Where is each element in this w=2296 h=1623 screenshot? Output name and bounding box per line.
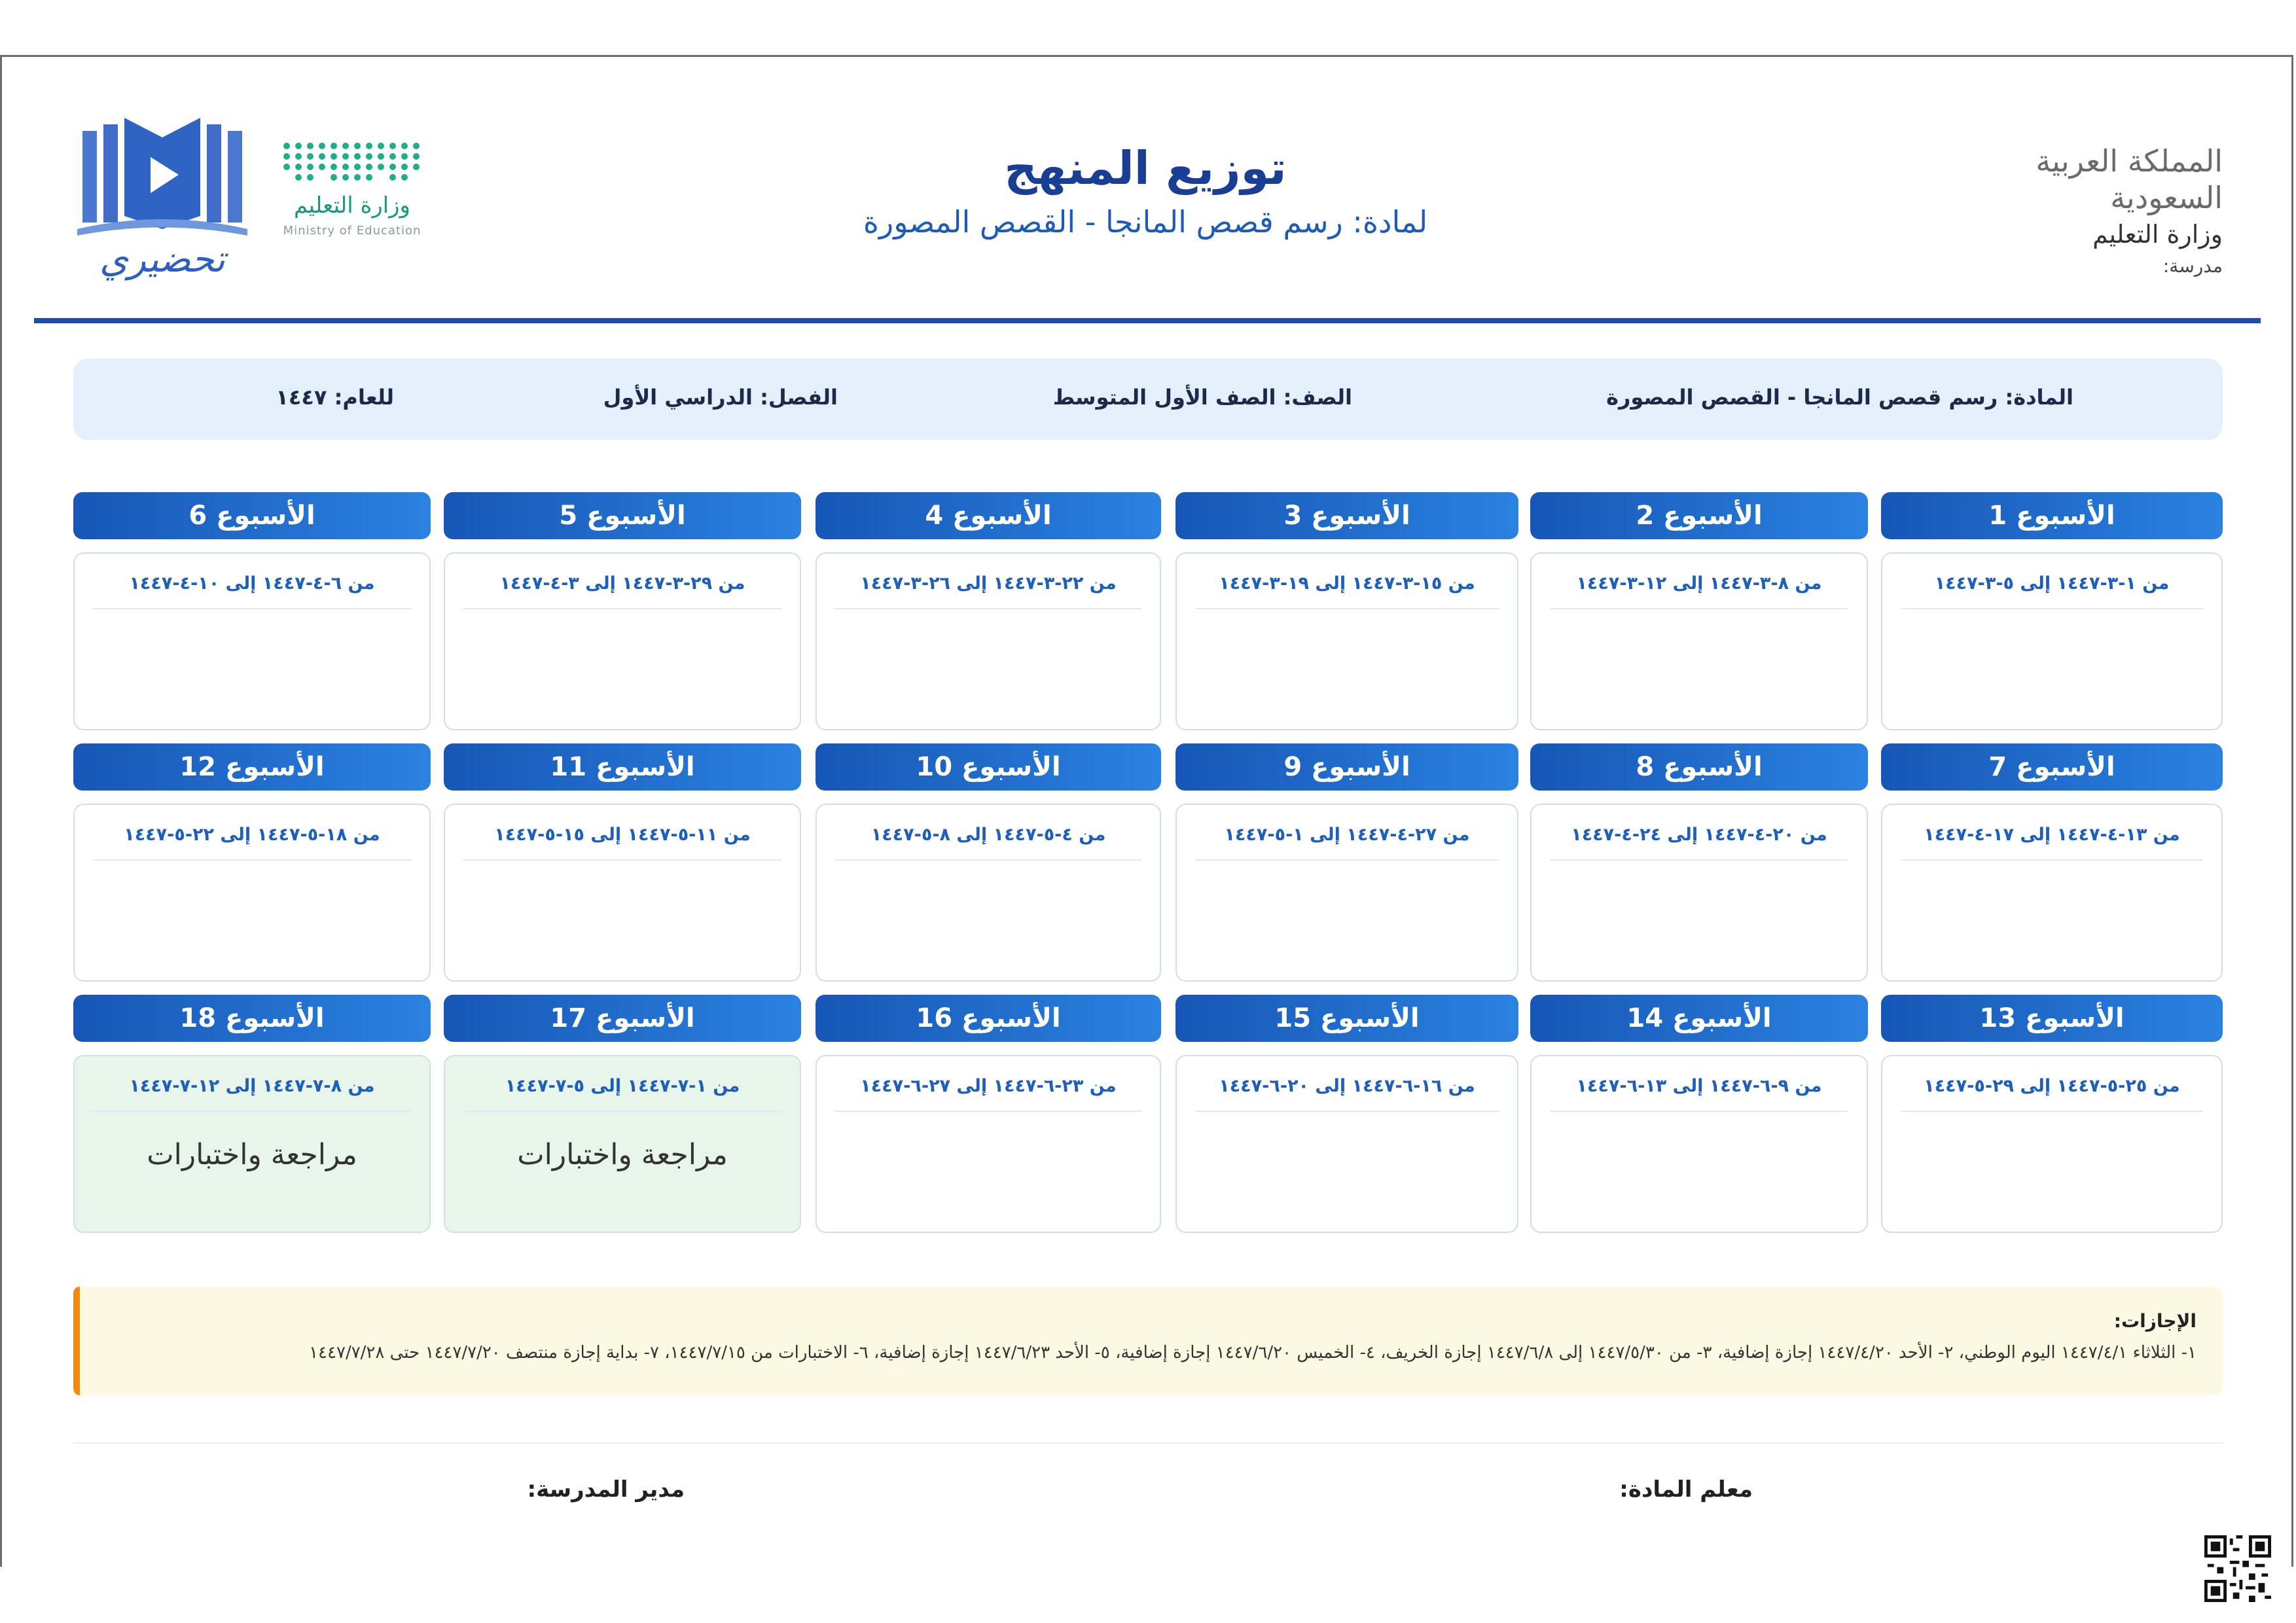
week-card (444, 1055, 801, 1233)
week-card (1175, 552, 1518, 730)
moe-logo-dots-icon (283, 143, 421, 181)
week-card (1530, 1055, 1868, 1233)
week-dates: من ١-٣-١٤٤٧ إلى ٥-٣-١٤٤٧ (1934, 573, 2170, 594)
week-note: مراجعة واختبارات (517, 1138, 728, 1171)
week-card-divider (835, 859, 1141, 861)
week-dates: من ٤-٥-١٤٤٧ إلى ٨-٥-١٤٤٧ (870, 825, 1106, 845)
principal-signature-label: مدير المدرسة: (527, 1476, 685, 1503)
week-header: الأسبوع 14 (1530, 995, 1868, 1042)
week-card (444, 552, 801, 730)
qr-code-icon (2204, 1535, 2271, 1602)
week-header: الأسبوع 6 (73, 492, 431, 539)
week-header: الأسبوع 17 (444, 995, 801, 1042)
info-subject: المادة: رسم قصص المانجا - القصص المصورة (1606, 385, 2073, 410)
kingdom-calligraphy: المملكة العربية السعودية (2036, 143, 2223, 215)
week-card (1175, 1055, 1518, 1233)
week-card-divider (1550, 859, 1848, 861)
ministry-header (2026, 143, 2223, 277)
footer-divider (73, 1442, 2223, 1444)
title-block (687, 139, 1604, 240)
book-play-icon (77, 111, 247, 242)
week-header: الأسبوع 11 (444, 743, 801, 791)
week-dates: من ٢٥-٥-١٤٤٧ إلى ٢٩-٥-١٤٤٧ (1924, 1076, 2180, 1096)
moe-logo (280, 143, 424, 267)
week-card (1530, 804, 1868, 982)
week-card-divider (1195, 859, 1499, 861)
week-card-divider (463, 859, 781, 861)
holidays-box (73, 1287, 2223, 1395)
week-header: الأسبوع 15 (1175, 995, 1518, 1042)
week-card-divider (1550, 1111, 1848, 1112)
ministry-name: وزارة التعليم (2092, 220, 2223, 249)
week-card (1881, 804, 2223, 982)
holidays-accent-bar (73, 1287, 80, 1395)
week-card-divider (835, 608, 1141, 609)
week-header: الأسبوع 5 (444, 492, 801, 539)
week-dates: من ٨-٣-١٤٤٧ إلى ١٢-٣-١٤٤٧ (1576, 573, 1822, 594)
week-header: الأسبوع 9 (1175, 743, 1518, 791)
week-dates: من ٢٠-٤-١٤٤٧ إلى ٢٤-٤-١٤٤٧ (1571, 825, 1827, 845)
week-header: الأسبوع 1 (1881, 492, 2223, 539)
week-header: الأسبوع 2 (1530, 492, 1868, 539)
week-dates: من ٢٩-٣-١٤٤٧ إلى ٣-٤-١٤٤٧ (499, 573, 745, 594)
week-header: الأسبوع 12 (73, 743, 431, 791)
info-term: الفصل: الدراسي الأول (603, 385, 838, 410)
week-dates: من ١٣-٤-١٤٤٧ إلى ١٧-٤-١٤٤٧ (1924, 825, 2180, 845)
week-header: الأسبوع 4 (816, 492, 1161, 539)
week-note: مراجعة واختبارات (147, 1138, 357, 1171)
holidays-text: ١- الثلاثاء ١٤٤٧/٤/١ اليوم الوطني، ٢- الأحد ١٤٤٧/٤/٢٠ إجازة إضافية، ٣- من ١٤٤٧/٥/٣٠ إلى ١٤٤٧/٦/٨ إجازة الخريف، ٤- الخميس ١٤٤٧/٦/٢٠ إجازة إضافية، ٥- الأحد ١٤٤٧/٦/٢٣ إجازة إضافية، ٦- الاختبارات من ١٤٤٧/٧/١٥، ٧- بداية إجازة منتصف ١٤٤٧/٧/٢٠ حتى ١٤٤٧/٧/٢٨ (309, 1343, 2197, 1363)
week-dates: من ١٨-٥-١٤٤٧ إلى ٢٢-٥-١٤٤٧ (124, 825, 380, 845)
week-dates: من ٦-٤-١٤٤٧ إلى ١٠-٤-١٤٤٧ (129, 573, 375, 594)
week-header: الأسبوع 8 (1530, 743, 1868, 791)
week-card (1175, 804, 1518, 982)
week-header: الأسبوع 3 (1175, 492, 1518, 539)
info-bar (73, 359, 2223, 440)
page-subtitle: لمادة: رسم قصص المانجا - القصص المصورة (863, 204, 1428, 240)
week-card (73, 1055, 431, 1233)
moe-logo-english: Ministry of Education (283, 224, 422, 238)
tahdiri-logo-text: تحضيري (99, 238, 225, 281)
week-dates: من ١-٧-١٤٤٧ إلى ٥-٧-١٤٤٧ (505, 1076, 740, 1096)
week-dates: من ٢٧-٤-١٤٤٧ إلى ١-٥-١٤٤٧ (1224, 825, 1470, 845)
week-dates: من ١٥-٣-١٤٤٧ إلى ١٩-٣-١٤٤٧ (1219, 573, 1475, 594)
holidays-title: الإجازات: (2113, 1310, 2197, 1332)
info-year: للعام: ١٤٤٧ (276, 385, 394, 410)
week-card-divider (1195, 1111, 1499, 1112)
week-dates: من ٨-٧-١٤٤٧ إلى ١٢-٧-١٤٤٧ (129, 1076, 375, 1096)
week-card (1881, 1055, 2223, 1233)
info-grade: الصف: الصف الأول المتوسط (1052, 385, 1352, 410)
week-dates: من ٩-٦-١٤٤٧ إلى ١٣-٦-١٤٤٧ (1576, 1076, 1822, 1096)
week-header: الأسبوع 13 (1881, 995, 2223, 1042)
week-card-divider (1195, 608, 1499, 609)
header-divider (34, 318, 2261, 323)
teacher-signature-label: معلم المادة: (1619, 1476, 1753, 1503)
week-card (73, 552, 431, 730)
week-header: الأسبوع 10 (816, 743, 1161, 791)
week-card (816, 552, 1161, 730)
week-card (1881, 552, 2223, 730)
week-header: الأسبوع 16 (816, 995, 1161, 1042)
week-card-divider (1901, 1111, 2203, 1112)
week-card-divider (835, 1111, 1141, 1112)
week-card (1530, 552, 1868, 730)
week-card-divider (93, 859, 411, 861)
moe-logo-arabic: وزارة التعليم (294, 192, 410, 219)
page-title: توزيع المنهج (1004, 141, 1287, 195)
week-card-divider (93, 1111, 411, 1112)
week-card-divider (463, 608, 781, 609)
week-dates: من ١١-٥-١٤٤٧ إلى ١٥-٥-١٤٤٧ (494, 825, 751, 845)
school-label: مدرسة: (2162, 255, 2223, 277)
week-card-divider (1901, 608, 2203, 609)
week-card (444, 804, 801, 982)
week-card (73, 804, 431, 982)
week-dates: من ١٦-٦-١٤٤٧ إلى ٢٠-٦-١٤٤٧ (1219, 1076, 1475, 1096)
week-header: الأسبوع 18 (73, 995, 431, 1042)
week-dates: من ٢٢-٣-١٤٤٧ إلى ٢٦-٣-١٤٤٧ (860, 573, 1117, 594)
week-card (816, 1055, 1161, 1233)
tahdiri-logo (77, 111, 247, 301)
week-card-divider (93, 608, 411, 609)
week-dates: من ٢٣-٦-١٤٤٧ إلى ٢٧-٦-١٤٤٧ (860, 1076, 1117, 1096)
week-header: الأسبوع 7 (1881, 743, 2223, 791)
week-card-divider (1550, 608, 1848, 609)
week-card-divider (463, 1111, 781, 1112)
week-card (816, 804, 1161, 982)
week-card-divider (1901, 859, 2203, 861)
